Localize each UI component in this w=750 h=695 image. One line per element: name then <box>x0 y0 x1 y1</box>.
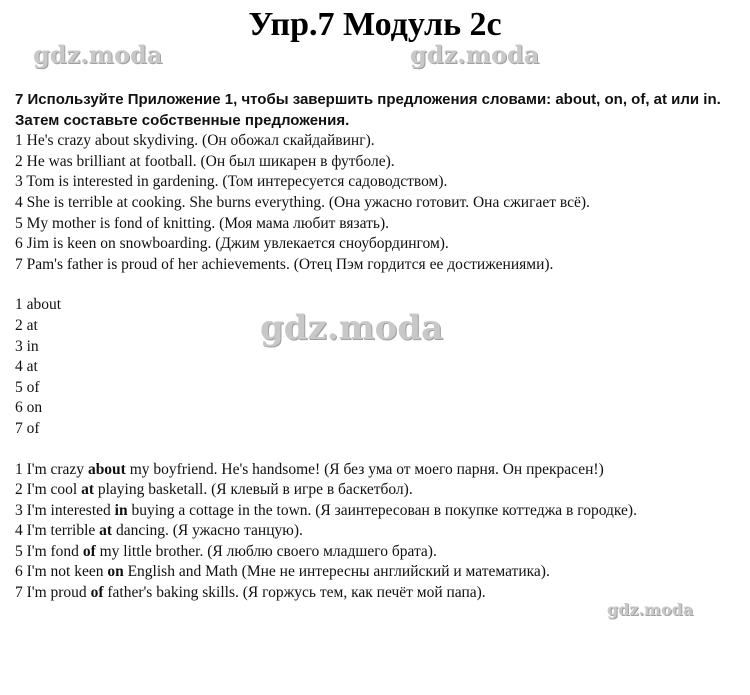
answer: 3 in <box>15 337 39 355</box>
sentence: 6 Jim is keen on snowboarding. (Джим увлекается сноубордингом). <box>15 235 449 253</box>
own-sentence: 3 I'm interested in buying a cottage in the town. (Я заинтересован в покупке коттеджа в городке). <box>15 501 637 519</box>
preposition: at <box>99 522 113 540</box>
preposition: of <box>90 584 104 602</box>
preposition: on <box>107 563 124 581</box>
answer: 2 at <box>15 316 38 334</box>
own-sentence: 4 I'm terrible at dancing. (Я ужасно танцую). <box>15 522 303 540</box>
own-sentence: 7 I'm proud of father's baking skills. (Я горжусь тем, как печёт мой папа). <box>15 584 486 602</box>
answer: 5 of <box>15 378 40 396</box>
answer: 7 of <box>15 419 40 437</box>
preposition: of <box>82 542 96 560</box>
sentence: 5 My mother is fond of knitting. (Моя мама любит вязать). <box>15 214 389 232</box>
page-title: Упр.7 Модуль 2c <box>248 6 502 43</box>
preposition: at <box>81 481 94 499</box>
exercise-content <box>15 90 735 604</box>
answer: 6 on <box>15 399 43 417</box>
sentence: 1 He's crazy about skydiving. (Он обожал скайдайвинг). <box>15 132 375 150</box>
own-sentence: 6 I'm not keen on English and Math (Мне не интересны английский и математика). <box>15 563 550 581</box>
watermark: gdz.moda <box>33 40 163 69</box>
preposition: in <box>114 501 128 519</box>
own-sentence: 1 I'm crazy about my boyfriend. He's handsome! (Я без ума от моего парня. Он прекрасен!) <box>15 460 604 478</box>
own-sentence: 2 I'm cool at playing basketall. (Я клевый в игре в баскетбол). <box>15 481 413 499</box>
sentence: 2 He was brilliant at football. (Он был шикарен в футболе). <box>15 152 395 170</box>
own-sentence: 5 I'm fond of my little brother. (Я люблю своего младшего брата). <box>15 542 437 560</box>
sentence: 4 She is terrible at cooking. She burns everything. (Она ужасно готовит. Она сжигает всё). <box>15 193 590 211</box>
sentence: 3 Tom is interested in gardening. (Том интересуется садоводством). <box>15 173 448 191</box>
watermark: gdz.moda <box>410 40 540 69</box>
preposition: about <box>87 460 126 478</box>
watermark: gdz.moda <box>260 308 444 348</box>
sentence: 7 Pam's father is proud of her achievements. (Отец Пэм гордится ее достижениями). <box>15 255 554 273</box>
watermark: gdz.moda <box>607 600 694 619</box>
task-instruction: 7 Используйте Приложение 1, чтобы завершить предложения словами: about, on, of, at или in. Затем составьте собственные предложения. <box>15 91 721 129</box>
answer: 4 at <box>15 358 38 376</box>
answer: 1 about <box>15 296 62 314</box>
